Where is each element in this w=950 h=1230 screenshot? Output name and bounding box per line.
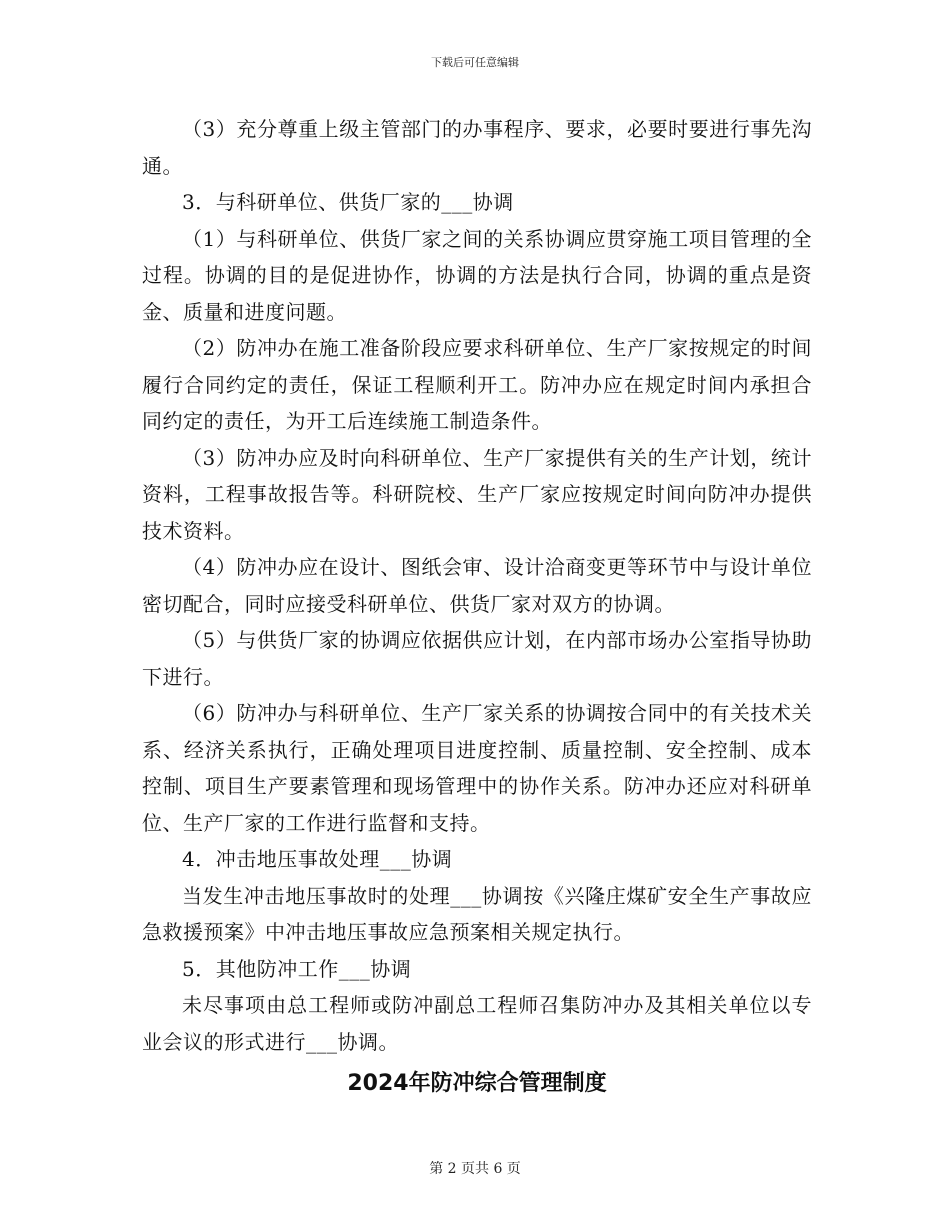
paragraph: （3）防冲办应及时向科研单位、生产厂家提供有关的生产计划，统计资料，工程事故报告等。科研院校、生产厂家应按规定时间向防冲办提供技术资料。 xyxy=(142,445,812,543)
paragraph: 当发生冲击地压事故时的处理___协调按《兴隆庄煤矿安全生产事故应急救援预案》中冲击地压事故应急预案相关规定执行。 xyxy=(142,883,812,944)
paragraph: （2）防冲办在施工准备阶段应要求科研单位、生产厂家按规定的时间履行合同约定的责任，保证工程顺利开工。防冲办应在规定时间内承担合同约定的责任，为开工后连续施工制造条件。 xyxy=(142,336,812,433)
page-footer: 第 2 页共 6 页 xyxy=(429,1161,521,1177)
paragraph: （3）充分尊重上级主管部门的办事程序、要求，必要时要进行事先沟通。 xyxy=(142,117,812,178)
document-body xyxy=(142,111,812,1102)
paragraph: （6）防冲办与科研单位、生产厂家关系的协调按合同中的有关技术关系、经济关系执行，正确处理项目进度控制、质量控制、安全控制、成本控制、项目生产要素管理和现场管理中的协作关系。防冲办还应对科研单位、生产厂家的工作进行监督和支持。 xyxy=(142,701,812,835)
section-heading: 4．冲击地压事故处理___协调 xyxy=(182,847,453,871)
paragraph: （4）防冲办应在设计、图纸会审、设计洽商变更等环节中与设计单位密切配合，同时应接受科研单位、供货厂家对双方的协调。 xyxy=(142,555,812,616)
section-heading: 3．与科研单位、供货厂家的___协调 xyxy=(182,190,514,214)
paragraph: （5）与供货厂家的协调应依据供应计划，在内部市场办公室指导协助下进行。 xyxy=(142,628,812,689)
paragraph: （1）与科研单位、供货厂家之间的关系协调应贯穿施工项目管理的全过程。协调的目的是促进协作，协调的方法是执行合同，协调的重点是资金、质量和进度问题。 xyxy=(142,226,812,324)
paragraph: 未尽事项由总工程师或防冲副总工程师召集防冲办及其相关单位以专业会议的形式进行___协调。 xyxy=(142,993,812,1054)
document-title: 2024年防冲综合管理制度 xyxy=(347,1071,607,1096)
page-header: 下载后可任意编辑 xyxy=(431,56,519,69)
section-heading: 5．其他防冲工作___协调 xyxy=(182,956,412,981)
